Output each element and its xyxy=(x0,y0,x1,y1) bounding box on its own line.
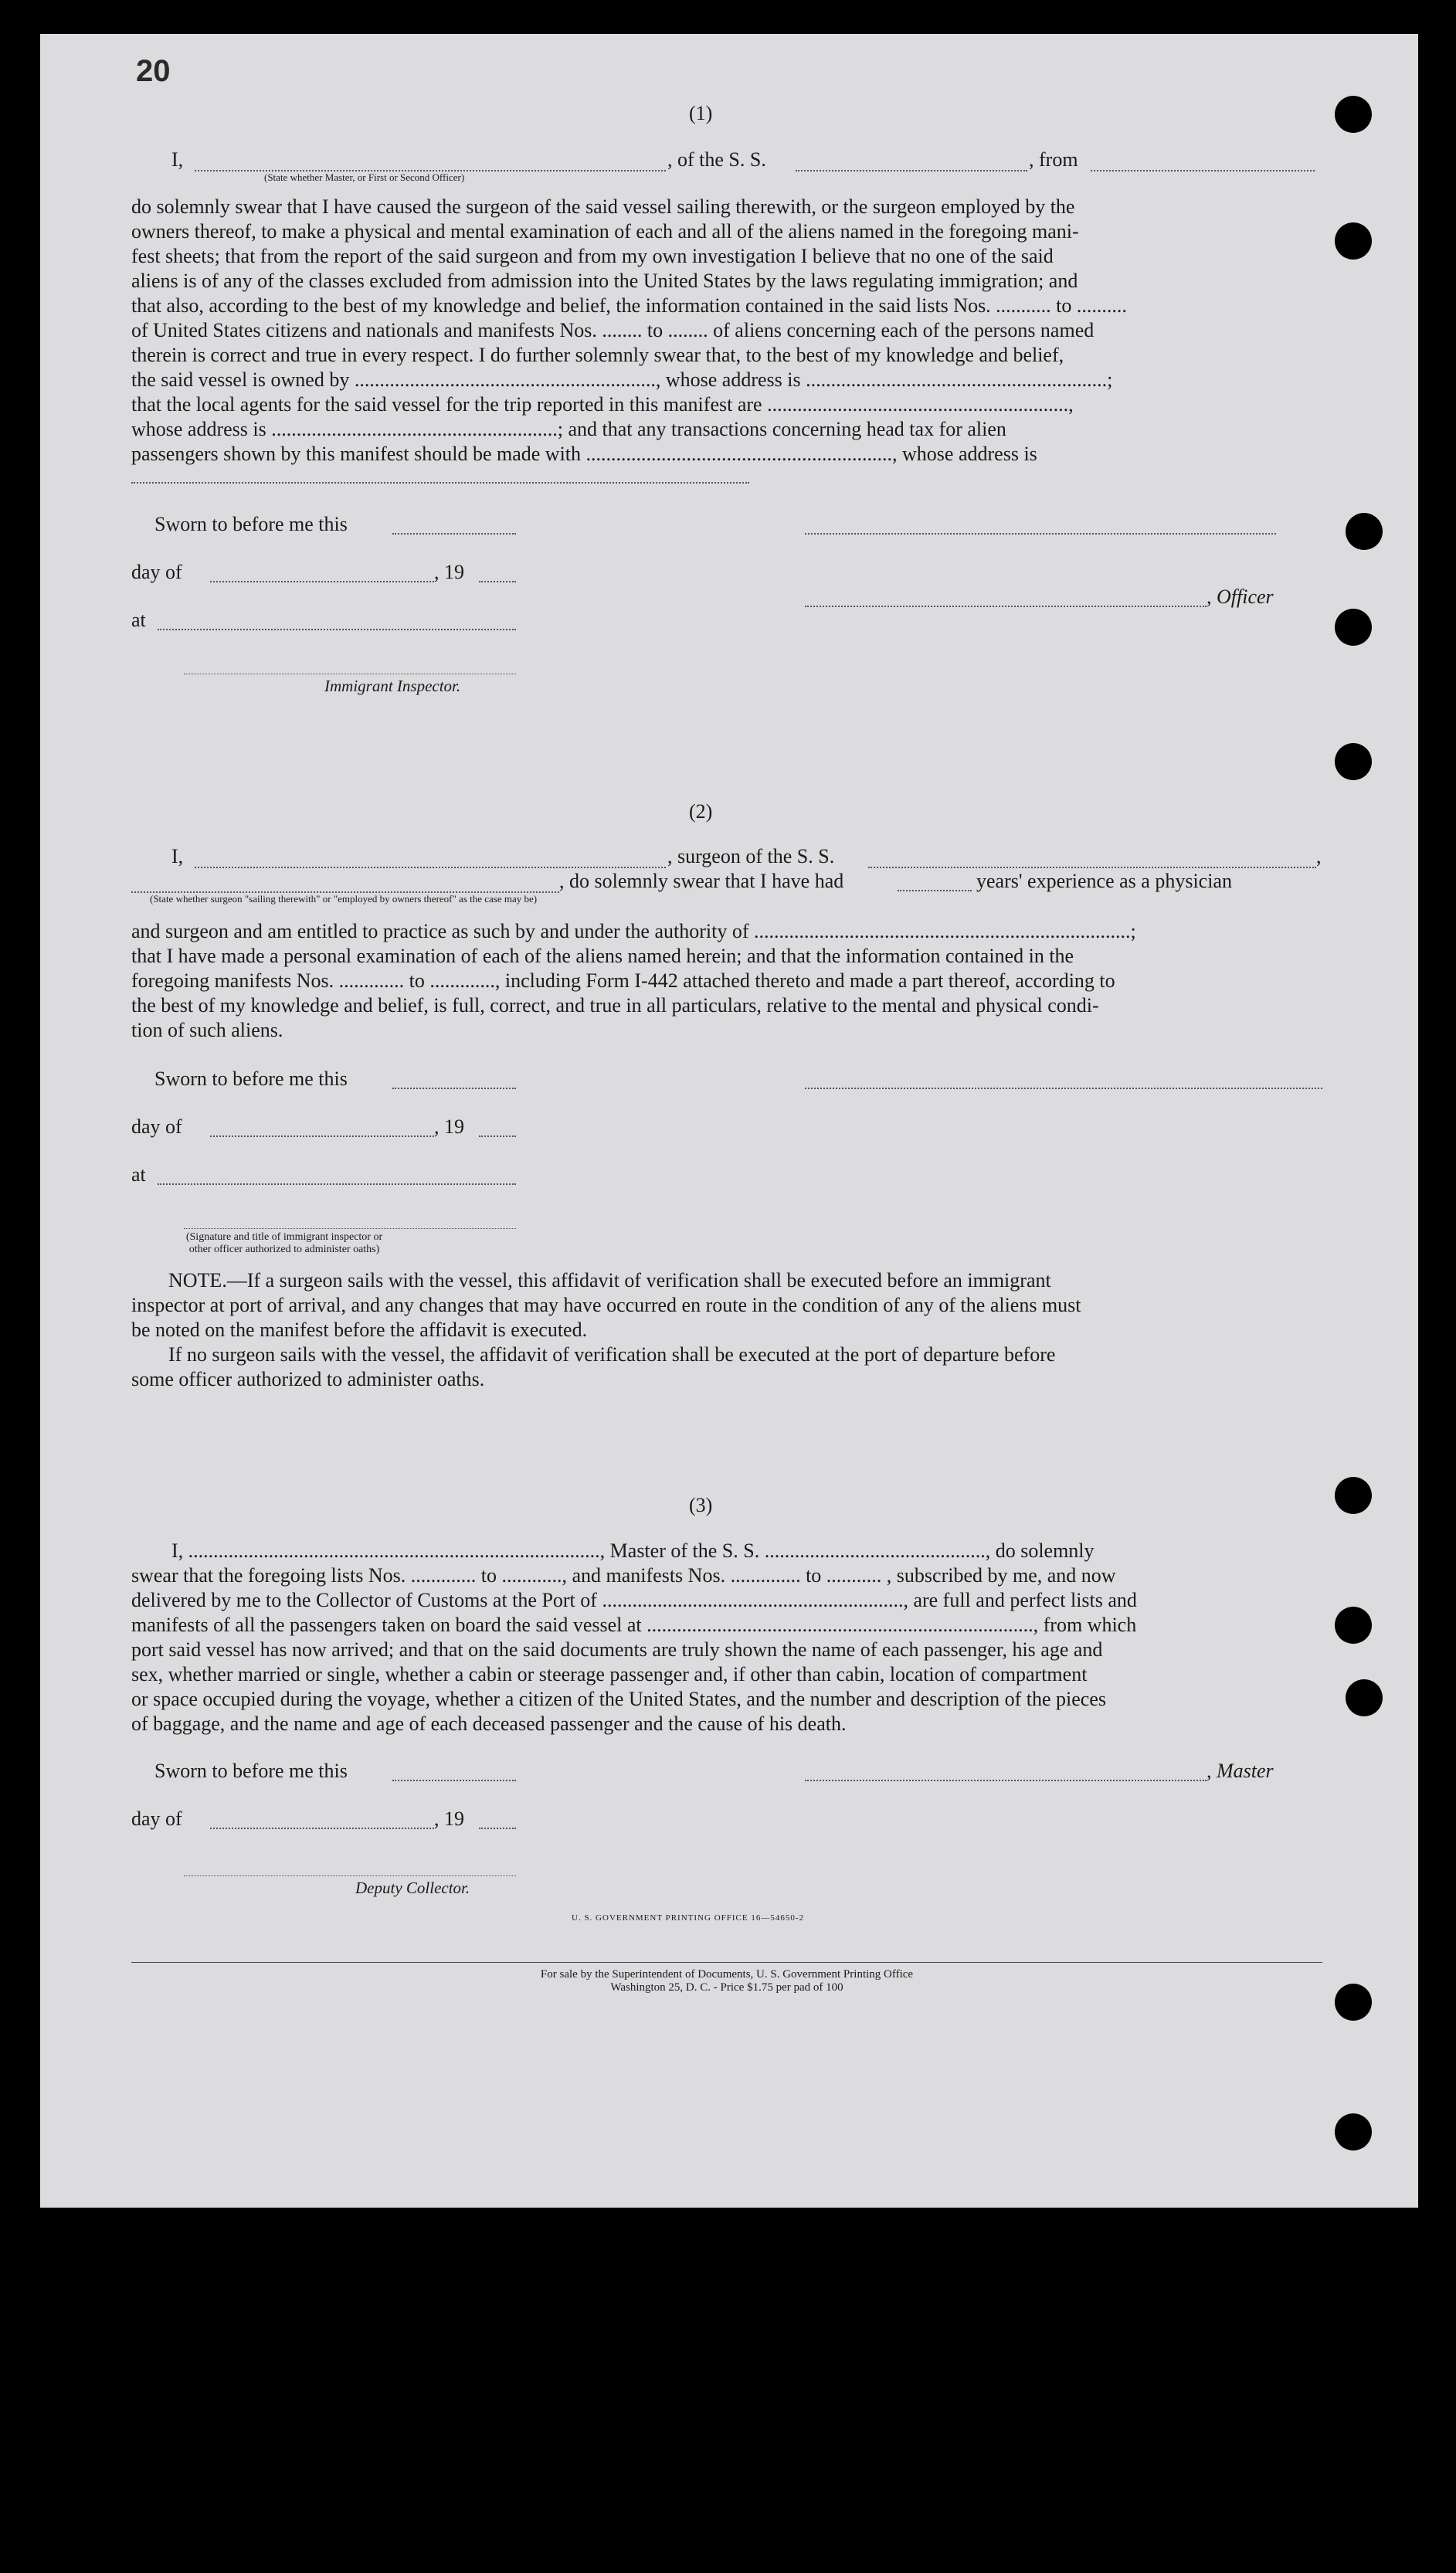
sworn-label: Sworn to before me this xyxy=(154,513,348,535)
officer-title-line xyxy=(805,606,1207,607)
officer-label: , Officer xyxy=(1207,586,1274,608)
sworn-label: Sworn to before me this xyxy=(154,1760,348,1782)
collector-label: Deputy Collector. xyxy=(355,1879,470,1897)
punch-hole xyxy=(1335,96,1372,133)
page-number: 20 xyxy=(136,54,171,88)
text-line: tion of such aliens. xyxy=(131,1019,283,1041)
sworn-date-line xyxy=(392,1780,516,1781)
month-line xyxy=(210,581,434,582)
text-line: that I have made a personal examination of each of the aliens named herein; and that the information contained in the xyxy=(131,945,1074,967)
sworn-date-line xyxy=(392,533,516,535)
text-line: that the local agents for the said vessel for the trip reported in this manifest are ............................................................, xyxy=(131,393,1074,416)
text-line: port said vessel has now arrived; and that on the said documents are truly shown the name of each passenger, his age and xyxy=(131,1638,1103,1661)
text-line: the said vessel is owned by ............................................................, whose address is ............................................................; xyxy=(131,368,1113,391)
punch-hole xyxy=(1335,743,1372,780)
text-line: foregoing manifests Nos. ............. to ............., including Form I-442 attached thereto and made a part thereof, according to xyxy=(131,969,1115,992)
swear-years-label: , do solemnly swear that I have had xyxy=(559,870,844,892)
officer-signature-line xyxy=(805,533,1276,535)
section-2-ss-label: , surgeon of the S. S. xyxy=(667,845,835,867)
collector-signature-line xyxy=(184,1875,516,1876)
year-label: , 19 xyxy=(434,1808,464,1830)
signature-note-line: other officer authorized to administer oaths) xyxy=(188,1244,380,1255)
text-line: some officer authorized to administer oaths. xyxy=(131,1368,485,1390)
punch-hole xyxy=(1335,609,1372,646)
surgeon-signature-line xyxy=(805,1088,1322,1089)
day-of-label: day of xyxy=(131,561,182,583)
month-line xyxy=(210,1828,434,1829)
text-line: of United States citizens and nationals and manifests Nos. ........ to ........ of aliens concerning each of the persons named xyxy=(131,319,1095,341)
text-line: fest sheets; that from the report of the said surgeon and from my own investigation I believe that no one of the said xyxy=(131,245,1054,267)
text-line: manifests of all the passengers taken on board the said vessel at ............................................................................., from which xyxy=(131,1614,1137,1636)
footer-rule xyxy=(131,1962,1322,1963)
section-1-number: (1) xyxy=(689,102,713,124)
text-line: aliens is of any of the classes excluded from admission into the United States by the laws regulating immigration; and xyxy=(131,270,1078,292)
at-label: at xyxy=(131,609,146,631)
footer-line: For sale by the Superintendent of Documents, U. S. Government Printing Office xyxy=(540,1968,914,1981)
master-label: , Master xyxy=(1207,1760,1274,1782)
address-continuation-line xyxy=(131,482,749,484)
vessel-name-line xyxy=(796,170,1027,171)
section-1-paragraph xyxy=(131,195,1322,467)
master-signature-line xyxy=(805,1780,1207,1781)
sworn-label: Sworn to before me this xyxy=(154,1068,348,1090)
text-line: NOTE.—If a surgeon sails with the vessel, this affidavit of verification shall be executed before an immigrant xyxy=(168,1269,1051,1292)
text-line: If no surgeon sails with the vessel, the affidavit of verification shall be executed at the port of departure before xyxy=(168,1343,1056,1366)
inspector-label: Immigrant Inspector. xyxy=(324,677,461,695)
section-1-from-label: , from xyxy=(1029,148,1078,171)
punch-hole xyxy=(1335,1477,1372,1514)
text-line: be noted on the manifest before the affidavit is executed. xyxy=(131,1319,588,1341)
text-line: of baggage, and the name and age of each deceased passenger and the cause of his death. xyxy=(131,1713,847,1735)
footer-line: Washington 25, D. C. - Price $1.75 per pad of 100 xyxy=(610,1981,843,1994)
at-place-line xyxy=(158,1183,516,1185)
section-3-paragraph xyxy=(131,1539,1322,1736)
text-line: delivered by me to the Collector of Customs at the Port of ............................................................, are full and perfect lists and xyxy=(131,1589,1137,1611)
years-line xyxy=(898,890,972,891)
text-line: passengers shown by this manifest should be made with ............................................................., whose address is xyxy=(131,443,1037,465)
form-page xyxy=(40,34,1418,2208)
note-paragraph xyxy=(131,1268,1322,1392)
at-label: at xyxy=(131,1163,146,1186)
surgeon-name-line xyxy=(195,867,666,868)
section-1-i: I, xyxy=(171,148,184,171)
from-port-line xyxy=(1091,170,1315,171)
text-line: owners thereof, to make a physical and mental examination of each and all of the aliens named in the foregoing mani- xyxy=(131,220,1079,243)
punch-hole xyxy=(1346,513,1383,550)
text-line: inspector at port of arrival, and any changes that may have occurred en route in the condition of any of the aliens must xyxy=(131,1294,1081,1316)
punch-hole xyxy=(1335,1984,1372,2021)
year-label: , 19 xyxy=(434,1115,464,1138)
month-line xyxy=(210,1135,434,1137)
authorized-officer-signature-line xyxy=(184,1228,516,1229)
text-line: or space occupied during the voyage, whether a citizen of the United States, and the number and description of the pieces xyxy=(131,1688,1107,1710)
punch-hole xyxy=(1335,222,1372,260)
signature-note xyxy=(184,1231,385,1256)
text-line: swear that the foregoing lists Nos. ............. to ............, and manifests Nos. .............. to ........... , subscribed by me, and now xyxy=(131,1564,1116,1587)
text-line: do solemnly swear that I have caused the surgeon of the said vessel sailing therewith, or the surgeon employed by the xyxy=(131,195,1075,218)
text-line: whose address is .........................................................; and that any transactions concerning head tax for alien xyxy=(131,418,1006,440)
day-of-label: day of xyxy=(131,1115,182,1138)
section-2-paragraph xyxy=(131,919,1322,1043)
year-line xyxy=(479,581,516,582)
text-line: therein is correct and true in every respect. I do further solemnly swear that, to the best of my knowledge and belief, xyxy=(131,344,1064,366)
day-of-label: day of xyxy=(131,1808,182,1830)
text-line: that also, according to the best of my knowledge and belief, the information contained in the said lists Nos. ........... to .......... xyxy=(131,294,1127,317)
printer-line: U. S. GOVERNMENT PRINTING OFFICE 16—54650-2 xyxy=(572,1913,805,1923)
text-line: the best of my knowledge and belief, is full, correct, and true in all particulars, relative to the mental and physical condi- xyxy=(131,994,1099,1017)
text-line: and surgeon and am entitled to practice as such by and under the authority of ...........................................................................; xyxy=(131,920,1136,942)
punch-hole xyxy=(1346,1679,1383,1716)
officer-note: (State whether Master, or First or Second Officer) xyxy=(264,171,465,183)
footer xyxy=(131,1968,1322,1994)
punch-hole xyxy=(1335,1607,1372,1644)
at-place-line xyxy=(158,629,516,630)
comma: , xyxy=(1316,845,1322,867)
year-line xyxy=(479,1828,516,1829)
surgeon-vessel-line xyxy=(868,867,1316,868)
years-experience-label: years' experience as a physician xyxy=(976,870,1232,892)
year-label: , 19 xyxy=(434,561,464,583)
section-3-number: (3) xyxy=(689,1494,713,1516)
sworn-date-line xyxy=(392,1088,516,1089)
section-1-ss-label: , of the S. S. xyxy=(667,148,766,171)
text-line: sex, whether married or single, whether a cabin or steerage passenger and, if other than cabin, location of compartment xyxy=(131,1663,1088,1685)
punch-hole xyxy=(1335,2113,1372,2150)
surgeon-note: (State whether surgeon "sailing therewith" or "employed by owners thereof" as the case may be) xyxy=(150,893,538,905)
section-2-number: (2) xyxy=(689,800,713,823)
year-line xyxy=(479,1135,516,1137)
text-line: I, .................................................................................., Master of the S. S. ............................................, do solemnly xyxy=(171,1539,1095,1562)
signature-note-line: (Signature and title of immigrant inspector or xyxy=(185,1231,383,1243)
section-2-i: I, xyxy=(171,845,184,867)
